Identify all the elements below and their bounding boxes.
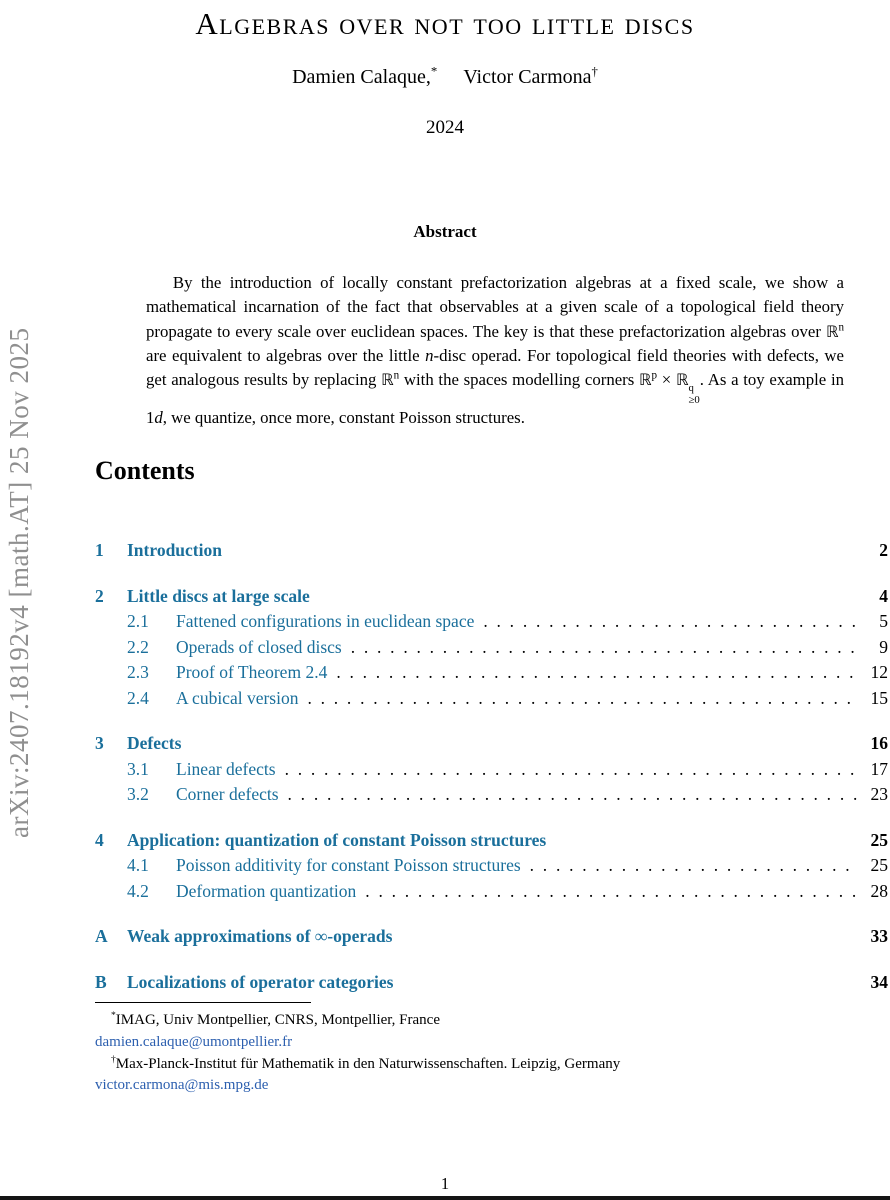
author-1-name: Damien Calaque, [292, 66, 431, 88]
toc-entry-proof-theorem[interactable] [95, 660, 888, 686]
toc-number: 2.1 [127, 611, 149, 631]
author-2-name: Victor Carmona [463, 66, 592, 88]
toc-entry-fattened-configurations[interactable] [95, 609, 888, 635]
footnote-2-text: Max-Planck-Institut für Mathematik in den Naturwissenschaften. Leipzig, Germany [115, 1055, 621, 1072]
toc-entry-weak-approximations[interactable] [95, 924, 888, 950]
toc-page-number: 25 [870, 829, 888, 850]
table-of-contents [95, 538, 888, 995]
toc-page-number: 15 [870, 687, 888, 708]
footnote-2-mark: † [111, 1053, 116, 1065]
toc-number: 3.1 [127, 758, 149, 779]
toc-page-number: 23 [870, 784, 888, 804]
page-bottom-edge [0, 1196, 890, 1200]
toc-entry-corner-defects[interactable] [95, 782, 888, 808]
toc-number: 2.3 [127, 662, 149, 682]
toc-title: Defects [127, 733, 182, 753]
toc-page-number: 5 [879, 611, 888, 631]
toc-number: 1 [95, 540, 104, 560]
toc-title: Introduction [127, 540, 222, 560]
toc-title: Weak approximations of ∞-operads [127, 926, 393, 946]
toc-page-number: 4 [879, 585, 888, 606]
toc-entry-introduction[interactable] [95, 538, 888, 564]
dot-leader [285, 757, 859, 783]
author-1-footnote-mark: * [430, 64, 438, 79]
toc-entry-linear-defects[interactable] [95, 757, 888, 783]
toc-entry-deformation-quantization[interactable] [95, 879, 888, 905]
footnote-2 [95, 1054, 847, 1076]
toc-page-number: 2 [879, 540, 888, 560]
toc-number: 2.2 [127, 636, 149, 657]
toc-number: 4.1 [127, 855, 149, 875]
toc-title: Application: quantization of constant Poisson structures [127, 829, 547, 850]
toc-page-number: 17 [870, 758, 888, 779]
toc-page-number: 16 [870, 733, 888, 753]
toc-title: Linear defects [176, 758, 276, 779]
toc-page-number: 33 [870, 926, 888, 946]
toc-number: 4.2 [127, 880, 149, 901]
toc-page-number: 9 [879, 636, 888, 657]
footnote-1-text: IMAG, Univ Montpellier, CNRS, Montpellier, France [115, 1012, 440, 1028]
toc-number: 3 [95, 733, 104, 753]
toc-number: 4 [95, 829, 104, 850]
toc-number: 3.2 [127, 784, 149, 804]
page-number: 1 [440, 1174, 450, 1193]
toc-title: Corner defects [176, 784, 279, 804]
authors-line [0, 66, 890, 89]
footnotes [95, 1002, 847, 1097]
toc-page-number: 28 [870, 880, 888, 901]
footnote-1 [95, 1010, 847, 1032]
toc-entry-cubical-version[interactable] [95, 686, 888, 712]
contents-heading: Contents [95, 456, 195, 485]
math-script-stack: q ≥0 [688, 382, 700, 406]
toc-page-number: 12 [870, 662, 888, 682]
email-link-author-2[interactable]: victor.carmona@mis.mpg.de [95, 1077, 269, 1094]
dot-leader [530, 853, 859, 879]
dot-leader [336, 660, 859, 686]
footnote-1-mark: * [111, 1010, 116, 1021]
email-link-author-1[interactable]: damien.calaque@umontpellier.fr [95, 1033, 293, 1050]
toc-number: 2 [95, 585, 104, 606]
author-1 [292, 66, 437, 88]
footnote-rule [95, 1002, 311, 1003]
toc-entry-operads-closed-discs[interactable] [95, 635, 888, 661]
paper-title: Algebras over not too little discs [195, 6, 695, 41]
toc-entry-localizations[interactable] [95, 970, 888, 996]
arxiv-watermark: arXiv:2407.18192v4 [math.AT] 25 Nov 2025 [4, 327, 34, 838]
toc-title: Proof of Theorem 2.4 [176, 662, 328, 682]
author-2 [463, 66, 598, 88]
toc-title: Fattened configurations in euclidean space [176, 611, 475, 631]
toc-title: Deformation quantization [176, 880, 357, 901]
toc-entry-application[interactable] [95, 828, 888, 854]
dot-leader [307, 686, 859, 712]
toc-entry-defects[interactable] [95, 731, 888, 757]
publication-year: 2024 [426, 117, 464, 138]
toc-number: B [95, 971, 107, 992]
dot-leader [483, 609, 859, 635]
toc-title: Localizations of operator categories [127, 971, 394, 992]
abstract-text: By the introduction of locally constant prefactorization algebras at a fixed scale, we show a mathematical incarnation of the fact that observables at a given scale of a topological field theory propagate to every scale over euclidean spaces. The key is that these prefactorization algebras over ℝ$^n$ are equivalent to algebras over the little n-disc operad. For topological field theories with defects, we get analogous results by replacing ℝ$^n$ with the spaces modelling corners ℝ$^p$ × ℝ q ≥0 . As a toy example in 1d, we quantize, once more, constant Poisson structures. [146, 272, 844, 427]
toc-entry-little-discs[interactable] [95, 584, 888, 610]
toc-title: Operads of closed discs [176, 636, 342, 657]
toc-entry-poisson-additivity[interactable] [95, 853, 888, 879]
dot-leader [351, 635, 859, 661]
toc-number: 2.4 [127, 687, 149, 708]
toc-page-number: 25 [870, 855, 888, 875]
dot-leader [288, 782, 859, 808]
toc-title: Poisson additivity for constant Poisson structures [176, 855, 521, 875]
author-2-footnote-mark: † [591, 64, 598, 79]
toc-title: Little discs at large scale [127, 585, 310, 606]
toc-number: A [95, 926, 108, 946]
toc-page-number: 34 [870, 971, 888, 992]
dot-leader [365, 879, 859, 905]
abstract-heading: Abstract [413, 222, 477, 241]
toc-title: A cubical version [176, 687, 299, 708]
